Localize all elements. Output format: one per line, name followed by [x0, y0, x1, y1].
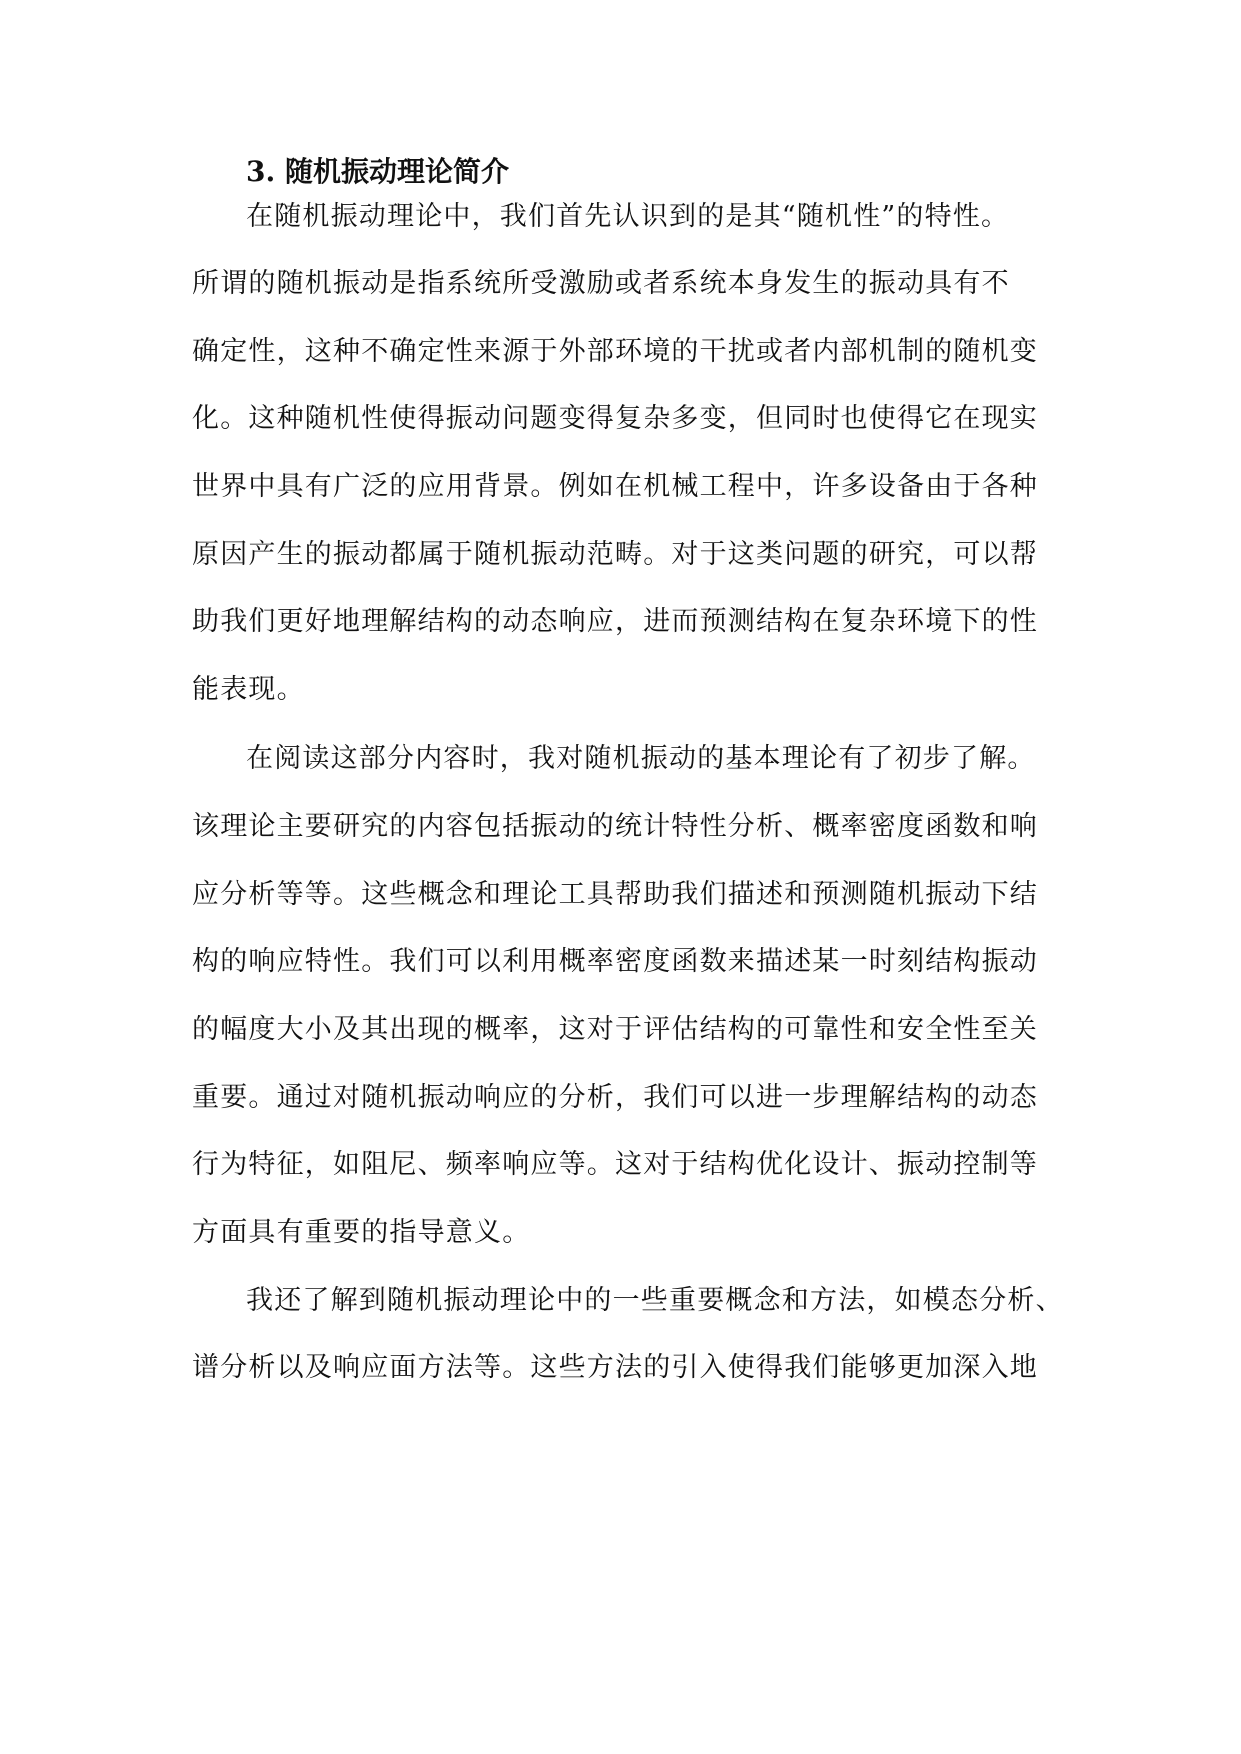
paragraph-line: 助我们更好地理解结构的动态响应，进而预测结构在复杂环境下的性: [192, 606, 1038, 637]
paragraph-line: 行为特征，如阻尼、频率响应等。这对于结构优化设计、振动控制等: [192, 1149, 1038, 1180]
paragraph-line: 重要。通过对随机振动响应的分析，我们可以进一步理解结构的动态: [192, 1082, 1038, 1113]
paragraph-line: 在随机振动理论中，我们首先认识到的是其“随机性”的特性。: [246, 201, 1010, 232]
paragraph-line: 所谓的随机振动是指系统所受激励或者系统本身发生的振动具有不: [192, 268, 1010, 299]
paragraph-line: 确定性，这种不确定性来源于外部环境的干扰或者内部机制的随机变: [192, 336, 1038, 367]
paragraph-line: 该理论主要研究的内容包括振动的统计特性分析、概率密度函数和响: [192, 811, 1038, 842]
paragraph-line: 世界中具有广泛的应用背景。例如在机械工程中，许多设备由于各种: [192, 471, 1038, 502]
paragraph-line: 化。这种随机性使得振动问题变得复杂多变，但同时也使得它在现实: [192, 403, 1038, 434]
paragraph-line: 能表现。: [192, 674, 305, 705]
paragraph-line: 方面具有重要的指导意义。: [192, 1217, 531, 1248]
paragraph-line: 构的响应特性。我们可以利用概率密度函数来描述某一时刻结构振动: [192, 946, 1038, 977]
section-heading: 3. 随机振动理论简介: [246, 155, 509, 188]
paragraph-line: 原因产生的振动都属于随机振动范畴。对于这类问题的研究，可以帮: [192, 539, 1038, 570]
paragraph-line: 我还了解到随机振动理论中的一些重要概念和方法，如模态分析、: [246, 1285, 1064, 1316]
paragraph-line: 谱分析以及响应面方法等。这些方法的引入使得我们能够更加深入地: [192, 1352, 1038, 1383]
paragraph-line: 在阅读这部分内容时，我对随机振动的基本理论有了初步了解。: [246, 743, 1036, 774]
paragraph-line: 的幅度大小及其出现的概率，这对于评估结构的可靠性和安全性至关: [192, 1014, 1038, 1045]
paragraph-line: 应分析等等。这些概念和理论工具帮助我们描述和预测随机振动下结: [192, 879, 1038, 910]
